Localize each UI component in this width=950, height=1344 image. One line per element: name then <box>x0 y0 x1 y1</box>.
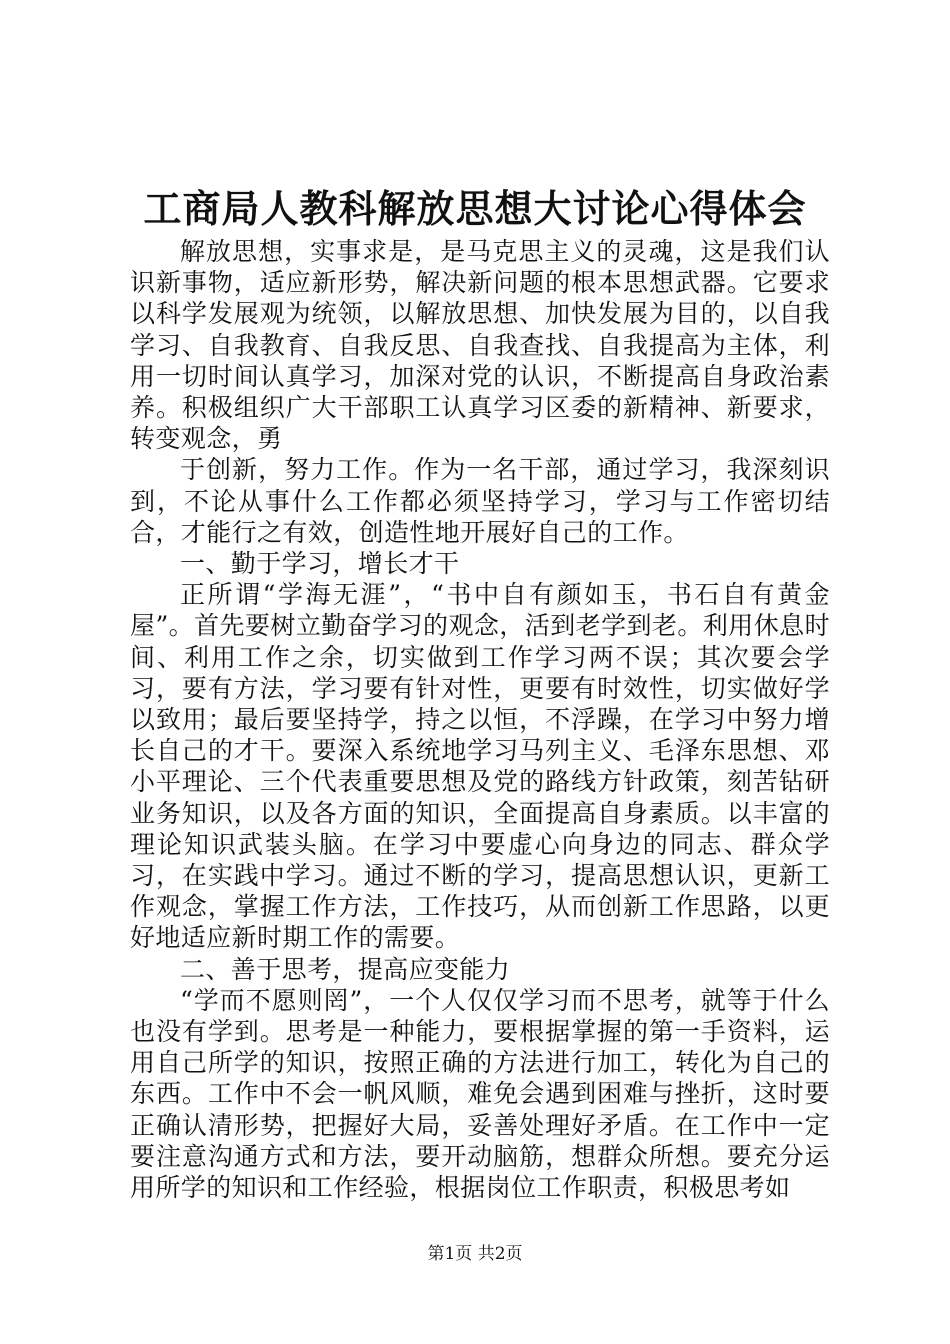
paragraph-intro: 解放思想，实事求是，是马克思主义的灵魂，这是我们认识新事物，适应新形势，解决新问题的根本思想武器。它要求以科学发展观为统领，以解放思想、加快发展为目的，以自我学习、自我教育、自我反思、自我查找、自我提高为主体，利用一切时间认真学习，加深对党的认识，不断提高自身政治素养。积极组织广大干部职工认真学习区委的新精神、新要求，转变观念，勇 <box>130 237 830 454</box>
paragraph-study: 正所谓“学海无涯”，“书中自有颜如玉，书石自有黄金屋”。首先要树立勤奋学习的观念，活到老学到老。利用休息时间、利用工作之余，切实做到工作学习两不误；其次要会学习，要有方法，学习要有针对性，更要有时效性，切实做好学以致用；最后要坚持学，持之以恒，不浮躁，在学习中努力增长自己的才干。要深入系统地学习马列主义、毛泽东思想、邓小平理论、三个代表重要思想及党的路线方针政策，刻苦钻研业务知识，以及各方面的知识，全面提高自身素质。以丰富的理论知识武装头脑。在学习中要虚心向身边的同志、群众学习，在实践中学习。通过不断的学习，提高思想认识，更新工作观念，掌握工作方法，工作技巧，从而创新工作思路，以更好地适应新时期工作的需要。 <box>130 580 830 953</box>
paragraph-continuation: 于创新，努力工作。作为一名干部，通过学习，我深刻识到，不论从事什么工作都必须坚持学习，学习与工作密切结合，才能行之有效，创造性地开展好自己的工作。 <box>130 455 830 547</box>
page-footer: 第1页 共2页 <box>427 1244 523 1264</box>
section-heading-study: 一、勤于学习，增长才干 <box>180 549 460 579</box>
paragraph-thinking: “学而不愿则罔”，一个人仅仅学习而不思考，就等于什么也没有学到。思考是一种能力，要根据掌握的第一手资料，运用自己所学的知识，按照正确的方法进行加工，转化为自己的东西。工作中不会一帆风顺，难免会遇到困难与挫折，这时要正确认清形势，把握好大局，妥善处理好矛盾。在工作中一定要注意沟通方式和方法，要开动脑筋，想群众所想。要充分运用所学的知识和工作经验，根据岗位工作职责，积极思考如 <box>130 985 830 1203</box>
document-title: 工商局人教科解放思想大讨论心得体会 <box>143 186 807 231</box>
document-body <box>130 236 830 1203</box>
section-heading-thinking: 二、善于思考，提高应变能力 <box>180 954 511 984</box>
